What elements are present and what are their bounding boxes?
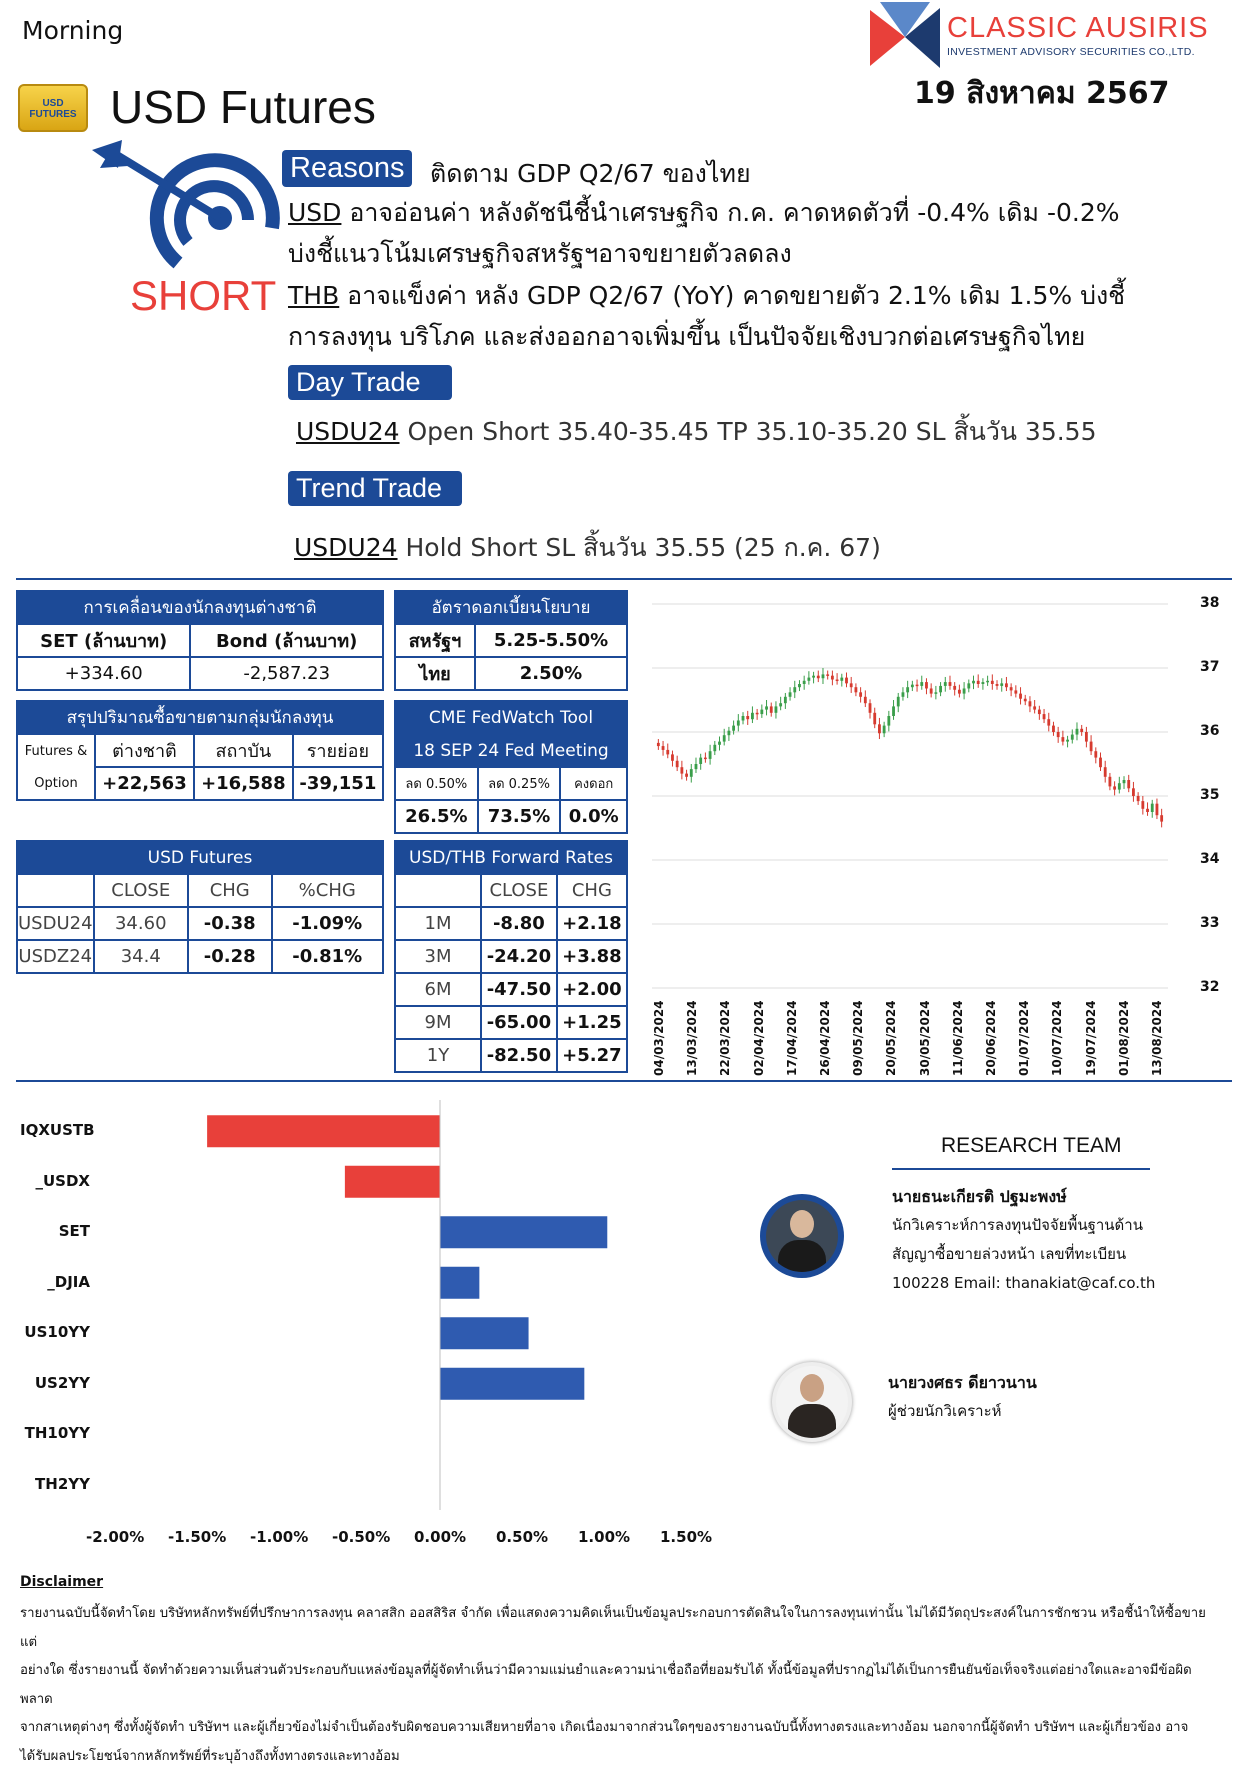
policy-rate-table: อัตราดอกเบี้ยนโยบาย สหรัฐฯ 5.25-5.50% ไทย 2.50% bbox=[394, 590, 628, 691]
candle bbox=[737, 714, 740, 731]
candle bbox=[1104, 761, 1107, 783]
candle bbox=[1010, 683, 1013, 696]
candle bbox=[1156, 799, 1159, 819]
candle bbox=[864, 690, 867, 707]
trend-trade-text: USDU24 Hold Short SL สิ้นวัน 35.55 (25 ก.ค. 67) bbox=[294, 533, 881, 562]
candle bbox=[662, 741, 665, 756]
candle bbox=[906, 681, 909, 698]
candle bbox=[869, 699, 872, 718]
y-tick-label: 33 bbox=[1200, 915, 1220, 931]
disclaimer-text: รายงานฉบับนี้จัดทำโดย บริษัทหลักทรัพย์ที่ปรึกษาการลงทุน คลาสสิก ออสสิริส จำกัด เพื่อแสดงความคิดเห็นเป็นข้อมูลประกอบการตัดสินใจในการลงทุนเท่านั้น ไม่ได้มีวัตถุประสงค์ในการชักชวน หรือชี้นำให้ซื้อขายแต่ อย่างใด ซึ่งรายงานนี้ จัดทำด้วยความเห็นส่วนตัวประกอบกับแหล่งข้อมูลที่ผู้จัดทำเห็นว่ามีความแม่นยำและความน่าเชื่อถือที่ยอมรับได้ ทั้งนี้ข้อมูลที่ปรากฏไม่ได้เป็นการยืนยันข้อเท็จจริงแต่อย่างใดและอาจมีข้อผิดพลาด จากสาเหตุต่างๆ ซึ่งทั้งผู้จัดทำ บริษัทฯ และผู้เกี่ยวข้องไม่จำเป็นต้องรับผิดชอบความเสียหายที่อาจ เกิดเนื่องมาจากส่วนใดๆของรายงานฉบับนี้ทั้งทางตรงและทางอ้อม นอกจากนี้ผู้จัดทำ บริษัทฯ และผู้เกี่ยวข้อง อาจ ได้รับผลประโยชน์จากหลักทรัพย์ที่ระบุอ้างถึงทั้งทางตรงและทางอ้อม bbox=[20, 1606, 1206, 1764]
reasons-headline: ติดตาม GDP Q2/67 ของไทย bbox=[430, 159, 751, 188]
bar-category-label: IQXUSTB bbox=[20, 1121, 95, 1140]
x-tick-label: 13/08/2024 bbox=[1150, 1000, 1164, 1076]
x-tick-label: 26/04/2024 bbox=[818, 1000, 832, 1076]
candle bbox=[1033, 700, 1036, 713]
candle bbox=[1000, 678, 1003, 691]
candle bbox=[878, 718, 881, 739]
candle bbox=[1019, 687, 1022, 704]
candle bbox=[657, 739, 660, 750]
x-tick-label: -1.00% bbox=[250, 1528, 309, 1546]
candle bbox=[1099, 752, 1102, 771]
candle bbox=[859, 687, 862, 702]
section-divider-2 bbox=[16, 1080, 1232, 1082]
usd-reason-line: USD อาจอ่อนค่า หลังดัชนีชี้นำเศรษฐกิจ ก.ค. คาดหดตัวที่ -0.4% เดิม -0.2% bbox=[288, 198, 1120, 227]
candle bbox=[991, 674, 994, 689]
candle bbox=[1094, 747, 1097, 763]
candle bbox=[756, 709, 759, 720]
avatar bbox=[772, 1362, 852, 1442]
candle bbox=[850, 677, 853, 693]
x-tick-label: 20/05/2024 bbox=[884, 1000, 899, 1076]
page-title: USD Futures bbox=[110, 81, 376, 133]
day-trade-pill: Day Trade bbox=[288, 365, 452, 400]
analyst-2: นายวงศธร ดียาวนาน ผู้ช่วยนักวิเคราะห์ bbox=[888, 1373, 1037, 1420]
research-underline bbox=[892, 1168, 1150, 1170]
candle bbox=[949, 676, 952, 690]
candle bbox=[817, 671, 820, 683]
candle bbox=[967, 680, 970, 693]
bar-category-label: SET bbox=[58, 1222, 90, 1241]
candle bbox=[779, 697, 782, 710]
thb-reason-line-2: การลงทุน บริโภค และส่งออกอาจเพิ่มขึ้น เป็นปัจจัยเชิงบวกต่อเศรษฐกิจไทย bbox=[288, 322, 1086, 351]
candle bbox=[1108, 773, 1111, 790]
candle bbox=[699, 754, 702, 770]
candle bbox=[934, 686, 937, 699]
candle bbox=[963, 682, 966, 699]
foreign-flow-table: การเคลื่อนของนักลงทุนต่างชาติ SET (ล้านบาท) Bond (ล้านบาท) +334.60 -2,587.23 bbox=[16, 590, 384, 691]
candle bbox=[902, 687, 905, 700]
candle bbox=[690, 764, 693, 783]
bar bbox=[440, 1216, 607, 1248]
x-tick-label: 0.50% bbox=[496, 1528, 549, 1546]
candle bbox=[1123, 776, 1126, 789]
bar bbox=[207, 1115, 440, 1147]
candle bbox=[944, 677, 947, 692]
candle bbox=[1080, 725, 1083, 736]
x-tick-label: 01/08/2024 bbox=[1116, 1000, 1131, 1076]
candle bbox=[1076, 722, 1079, 740]
candle bbox=[746, 711, 749, 725]
x-tick-label: -2.00% bbox=[86, 1528, 145, 1546]
candle bbox=[685, 770, 688, 781]
candle bbox=[996, 680, 999, 690]
candle bbox=[977, 674, 980, 687]
bar-category-label: _DJIA bbox=[47, 1272, 90, 1291]
bar-category-label: TH10YY bbox=[24, 1424, 90, 1443]
candle bbox=[789, 687, 792, 700]
x-tick-label: 20/06/2024 bbox=[984, 1000, 998, 1076]
candle bbox=[981, 678, 984, 690]
candle bbox=[1052, 722, 1055, 736]
x-tick-label: 30/05/2024 bbox=[917, 1000, 932, 1076]
candle bbox=[930, 683, 933, 697]
candle bbox=[887, 711, 890, 731]
candle bbox=[803, 676, 806, 690]
research-team-title: RESEARCH TEAM bbox=[941, 1134, 1122, 1157]
candle bbox=[760, 704, 763, 717]
candle bbox=[1057, 727, 1060, 743]
y-tick-label: 32 bbox=[1200, 979, 1220, 995]
candle bbox=[836, 673, 839, 685]
candle bbox=[939, 682, 942, 696]
fedwatch-table: CME FedWatch Tool 18 SEP 24 Fed Meeting ลด 0.50% ลด 0.25% คงดอก 26.5% 73.5% 0.0% bbox=[394, 700, 628, 834]
candle bbox=[1090, 735, 1093, 755]
company-name: CLASSIC AUSIRIS bbox=[947, 12, 1209, 44]
x-tick-label: 01/07/2024 bbox=[1017, 1000, 1032, 1076]
usd-futures-table: USD Futures CLOSE CHG %CHG USDU24 34.60 -0.38 -1.09% USDZ24 34.4 -0.28 -0.81% bbox=[16, 840, 384, 974]
x-tick-label: 1.50% bbox=[660, 1528, 713, 1546]
candle bbox=[751, 706, 754, 723]
bar bbox=[345, 1166, 440, 1198]
bar bbox=[440, 1267, 479, 1299]
candle bbox=[953, 682, 956, 695]
x-tick-label: 13/03/2024 bbox=[685, 1000, 700, 1076]
candle bbox=[812, 672, 815, 684]
candle bbox=[765, 700, 768, 715]
candle bbox=[727, 727, 730, 741]
candle bbox=[883, 722, 886, 737]
candle bbox=[1113, 781, 1116, 795]
candle bbox=[920, 676, 923, 690]
candle bbox=[1047, 713, 1050, 732]
candle bbox=[676, 756, 679, 771]
analyst-1: นายธนะเกียรติ ปฐมะพงษ์ นักวิเคราะห์การลงทุนปัจจัยพื้นฐานด้าน สัญญาซื้อขายล่วงหน้า เลขที่ทะเบียน 100228 Email: thanakiat@caf.co.th bbox=[892, 1187, 1156, 1292]
signal-label: SHORT bbox=[130, 272, 277, 319]
candle bbox=[1024, 695, 1027, 705]
x-tick-label: 19/07/2024 bbox=[1083, 1000, 1098, 1076]
candle bbox=[1141, 796, 1144, 815]
y-tick-label: 34 bbox=[1200, 851, 1220, 867]
candle bbox=[972, 676, 975, 689]
candle bbox=[916, 680, 919, 692]
day-trade-text: USDU24 Open Short 35.40-35.45 TP 35.10-35.20 SL สิ้นวัน 35.55 bbox=[296, 417, 1097, 446]
candle bbox=[1146, 802, 1149, 815]
candle bbox=[1137, 792, 1140, 805]
candle bbox=[1085, 727, 1088, 747]
report-date: 19 สิงหาคม 2567 bbox=[914, 76, 1170, 111]
usd-reason-line-2: บ่งชี้แนวโน้มเศรษฐกิจสหรัฐฯอาจขยายตัวลดลง bbox=[288, 239, 792, 268]
reasons-pill: Reasons bbox=[282, 150, 412, 187]
candle bbox=[709, 745, 712, 765]
candle bbox=[840, 674, 843, 687]
bar-category-label: US10YY bbox=[24, 1323, 90, 1342]
candle bbox=[831, 671, 834, 686]
report-session-label: Morning bbox=[22, 16, 124, 45]
x-tick-label: 04/03/2024 bbox=[652, 1000, 666, 1076]
trend-trade-pill: Trend Trade bbox=[288, 471, 462, 506]
bar-category-label: US2YY bbox=[34, 1373, 90, 1392]
candle bbox=[695, 758, 698, 773]
usd-futures-candlestick-chart bbox=[650, 590, 1200, 990]
candle bbox=[666, 744, 669, 759]
candle bbox=[1005, 677, 1008, 691]
candle bbox=[775, 701, 778, 718]
candle bbox=[897, 693, 900, 712]
x-tick-label: 02/04/2024 bbox=[751, 1000, 766, 1076]
candle bbox=[1038, 706, 1041, 720]
candle bbox=[1160, 809, 1163, 828]
candle bbox=[1127, 775, 1130, 792]
x-tick-label: -0.50% bbox=[332, 1528, 391, 1546]
candle bbox=[713, 741, 716, 755]
avatar bbox=[760, 1194, 844, 1278]
candle bbox=[822, 668, 825, 684]
y-tick-label: 38 bbox=[1200, 595, 1220, 611]
market-change-bar-chart bbox=[0, 1100, 740, 1520]
candle bbox=[1118, 777, 1121, 794]
candle bbox=[742, 712, 745, 724]
candle bbox=[1151, 800, 1154, 818]
candle bbox=[807, 671, 810, 684]
forward-rates-table: USD/THB Forward Rates CLOSE CHG 1M -8.80 +2.18 3M -24.20 +3.88 6M -47.50 +2.00 9M -65.00 +1.25 1Y -82.50 +5.27 bbox=[394, 840, 628, 1073]
candle bbox=[680, 761, 683, 780]
investor-summary-table: สรุปปริมาณซื้อขายตามกลุ่มนักลงทุน Futures & ต่างชาติ สถาบัน รายย่อย Option +22,563 +16,588 -39,151 bbox=[16, 700, 384, 801]
candle bbox=[986, 676, 989, 686]
candle bbox=[854, 683, 857, 696]
bar bbox=[440, 1317, 529, 1349]
candle bbox=[704, 752, 707, 762]
candle bbox=[911, 681, 914, 691]
x-tick-label: 09/05/2024 bbox=[851, 1000, 866, 1076]
candle bbox=[1029, 696, 1032, 712]
candle bbox=[1132, 782, 1135, 802]
candle bbox=[784, 693, 787, 709]
x-tick-label: 10/07/2024 bbox=[1050, 1000, 1065, 1076]
candle bbox=[1066, 736, 1069, 748]
x-tick-label: 0.00% bbox=[414, 1528, 467, 1546]
candle bbox=[723, 729, 726, 746]
candle bbox=[873, 708, 876, 728]
x-tick-label: 22/03/2024 bbox=[718, 1000, 733, 1076]
company-logo-icon bbox=[870, 2, 940, 72]
candle bbox=[718, 736, 721, 750]
disclaimer-title: Disclaimer bbox=[20, 1574, 104, 1590]
usd-futures-badge-icon: USD FUTURES bbox=[18, 84, 88, 132]
company-subtitle: INVESTMENT ADVISORY SECURITIES CO.,LTD. bbox=[947, 46, 1195, 58]
candle bbox=[770, 703, 773, 717]
x-tick-label: -1.50% bbox=[168, 1528, 227, 1546]
candle bbox=[671, 751, 674, 767]
x-tick-label: 17/04/2024 bbox=[784, 1000, 799, 1076]
bar bbox=[440, 1368, 584, 1400]
thb-reason-line: THB อาจแข็งค่า หลัง GDP Q2/67 (YoY) คาดขยายตัว 2.1% เดิม 1.5% บ่งชี้ bbox=[288, 281, 1126, 310]
candle bbox=[845, 672, 848, 687]
candle bbox=[826, 671, 829, 680]
candle bbox=[798, 680, 801, 691]
bar-category-label: TH2YY bbox=[35, 1474, 90, 1493]
candle bbox=[1061, 731, 1064, 746]
y-tick-label: 37 bbox=[1200, 659, 1220, 675]
bar-category-label: _USDX bbox=[35, 1171, 90, 1190]
candle bbox=[1014, 685, 1017, 697]
candle bbox=[892, 700, 895, 720]
candle bbox=[925, 678, 928, 694]
section-divider bbox=[16, 578, 1232, 580]
candle bbox=[793, 681, 796, 698]
target-dart-icon bbox=[92, 138, 282, 278]
x-tick-label: 1.00% bbox=[578, 1528, 631, 1546]
candle bbox=[1043, 709, 1046, 723]
y-tick-label: 35 bbox=[1200, 787, 1220, 803]
y-tick-label: 36 bbox=[1200, 723, 1220, 739]
x-tick-label: 11/06/2024 bbox=[950, 1000, 965, 1076]
candle bbox=[958, 685, 961, 698]
